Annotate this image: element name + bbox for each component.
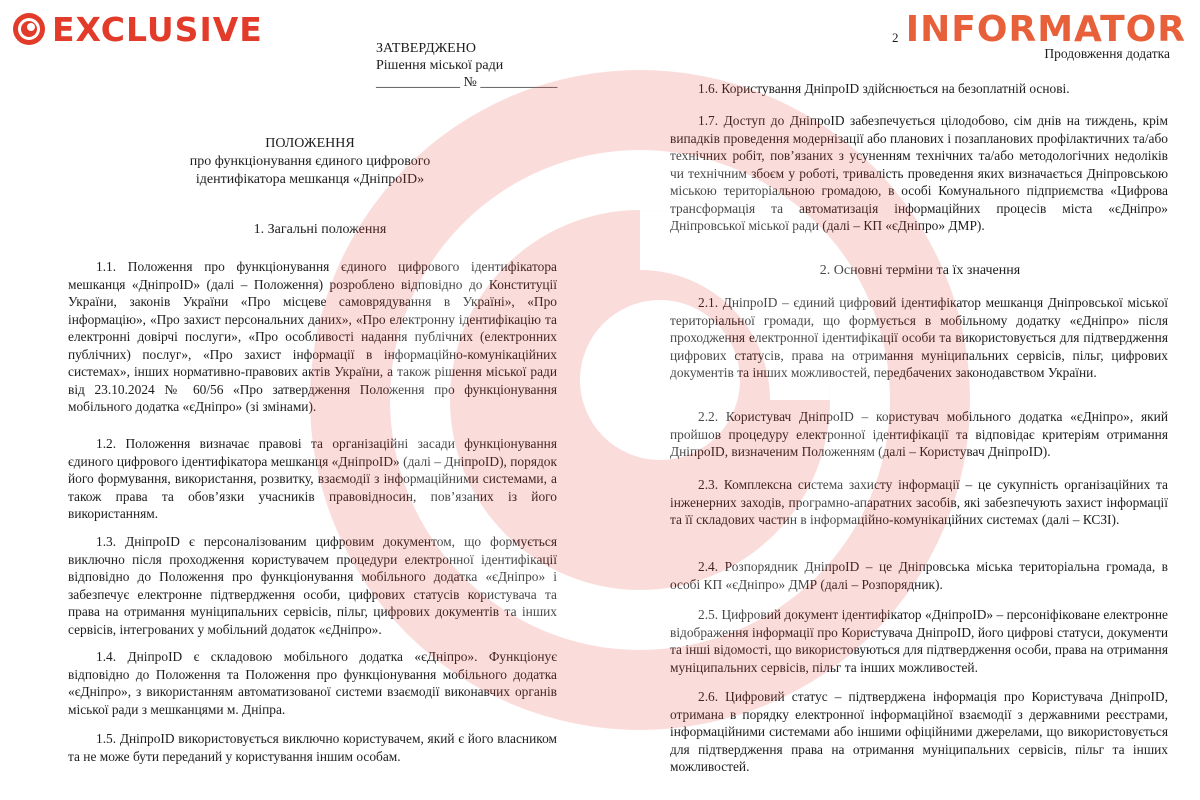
exclusive-logo-text: EXCLUSIVE (52, 9, 263, 49)
document-page-2 (600, 0, 1200, 800)
paragraph-1-3: 1.3. ДніпроID є персоналізованим цифровим документом, що формується виключно після проходження користувачем процедури електронної ідентифікації відповідно до Положення про функціонування мобільного додатка «єДніпро» і забезпечує електронне підтвердження особи, цифрових статусів користувача та права на отримання муніципальних сервісів, пільг, цифрових документів та інших сервісів, інтегрованих у мобільний додаток «єДніпро». (68, 534, 557, 637)
paragraph-2-4: 2.4. Розпорядник ДніпроID – це Дніпровська міська територіальна громада, в особі КП «єДніпро» ДМР (далі – Розпорядник). (670, 559, 1168, 592)
exclusive-logo (12, 9, 263, 49)
approval-decision: Рішення міської ради (376, 58, 504, 73)
paragraph-2-5: 2.5. Цифровий документ ідентифікатор «ДніпроID» – персоніфіковане електронне відображення інформації про Користувача ДніпроID, його цифрові статуси, документи та інші відомості, що використовуються для підтвердження особи, права на отримання муніципальних сервісів, пільг та інших можливостей. (670, 607, 1168, 675)
document-title (0, 135, 600, 189)
document-title-main: ПОЛОЖЕННЯ (265, 136, 355, 151)
paragraph-1-4: 1.4. ДніпроID є складовою мобільного додатка «єДніпро». Функціонує відповідно до Положення та Положення про функціонування мобільного додатка «єДніпро», з використанням автоматизованої системи взаємодії виконавчих органів міської ради з мешканцями м. Дніпра. (68, 649, 557, 717)
paragraph-2-2: 2.2. Користувач ДніпроID – користувач мобільного додатка «єДніпро», який пройшов процедуру електронної ідентифікації та відповідає критеріям отримання ДніпроID, визначеним Положенням (далі – Користувач ДніпроID). (670, 409, 1168, 459)
document-title-sub2: ідентифікатора мешканця «ДніпроID» (195, 172, 425, 187)
continuation-label: Продовження додатка (1044, 46, 1170, 61)
section-heading-1: 1. Загальні положення (253, 222, 387, 237)
paragraph-1-5: 1.5. ДніпроID використовується виключно користувачем, який є його власником та не може бути переданий у користування іншим особам. (68, 731, 557, 764)
paragraph-1-1: 1.1. Положення про функціонування єдиного цифрового ідентифікатора мешканця «ДніпроID» (далі – Положення) розроблено відповідно до Конституції України, законів України «Про місцеве самоврядування в Україні», «Про інформацію», «Про захист персональних даних», «Про електронну ідентифікацію та електронні довірчі послуги», «Про особливості надання публічних (електронних публічних) послуг», «Про захист інформації в інформаційно-комунікаційних системах», інших нормативно-правових актів України, а також рішення міської ради від 23.10.2024 № 60/56 «Про затвердження Положення про функціонування мобільного додатка «єДніпро» (зі змінами). (68, 259, 557, 414)
paragraph-1-7: 1.7. Доступ до ДніпроID забезпечується цілодобово, сім днів на тиждень, крім випадків проведення модернізації або планових і позапланових профілактичних та/або технічних робіт, пов’язаних з усуненням технічних та/або методологічних недоліків чи технічним збоєм у роботі, тривалість проведення яких визначається Дніпровською міською територіальною громадою, в особі Комунального підприємства «Цифрова трансформація та автоматизація інформаційних процесів міста «єДніпро» Дніпровської міської ради (далі – КП «єДніпро» ДМР). (670, 113, 1168, 233)
paragraph-1-6: 1.6. Користування ДніпроID здійснюється на безоплатній основі. (698, 81, 1070, 96)
paragraph-2-6: 2.6. Цифровий статус – підтверджена інформація про Користувача ДніпроID, отримана в порядку електронної інформаційної взаємодії з державними реєстрами, інформаційними системами або іншими офіційними джерелами, що використовується для підтвердження права на отримання муніципальних сервісів, пільг та інших можливостей. (670, 689, 1168, 774)
approval-stamp (376, 40, 557, 91)
section-heading-2: 2. Основні терміни та їх значення (819, 263, 1021, 278)
approval-title: ЗАТВЕРДЖЕНО (376, 41, 476, 56)
paragraph-2-1: 2.1. ДніпроID – єдиний цифровий ідентифікатор мешканця Дніпровської міської територіальної громади, що формується в мобільному додатку «єДніпро» після проходження електронної ідентифікації особи та використовується для підтвердження цифрових статусів, права на отримання муніципальних сервісів, пільг, цифрових документів та інших можливостей, передбачених законодавством України. (670, 295, 1168, 380)
paragraph-1-2: 1.2. Положення визначає правові та організаційні засади функціонування єдиного цифрового ідентифікатора мешканця «ДніпроID» (далі – ДніпроID), порядок його формування, використання, розвитку, взаємодії з інформаційними системами, а також права та обов’язки учасників правовідносин, пов’язаних із його використанням. (68, 436, 557, 521)
approval-number-line: ____________ № ___________ (376, 75, 558, 90)
page-number: 2 (892, 30, 899, 45)
document-title-sub1: про функціонування єдиного цифрового (189, 154, 431, 169)
paragraph-2-3: 2.3. Комплексна система захисту інформації – це сукупність організаційних та інженерних заходів, програмно-апаратних засобів, які забезпечують захист інформації та її складових частин в інформаційно-комунікаційних системах (далі – КСЗІ). (670, 477, 1168, 527)
informator-logo: INFORMATOR (905, 9, 1186, 50)
exclusive-target-icon (12, 12, 46, 46)
